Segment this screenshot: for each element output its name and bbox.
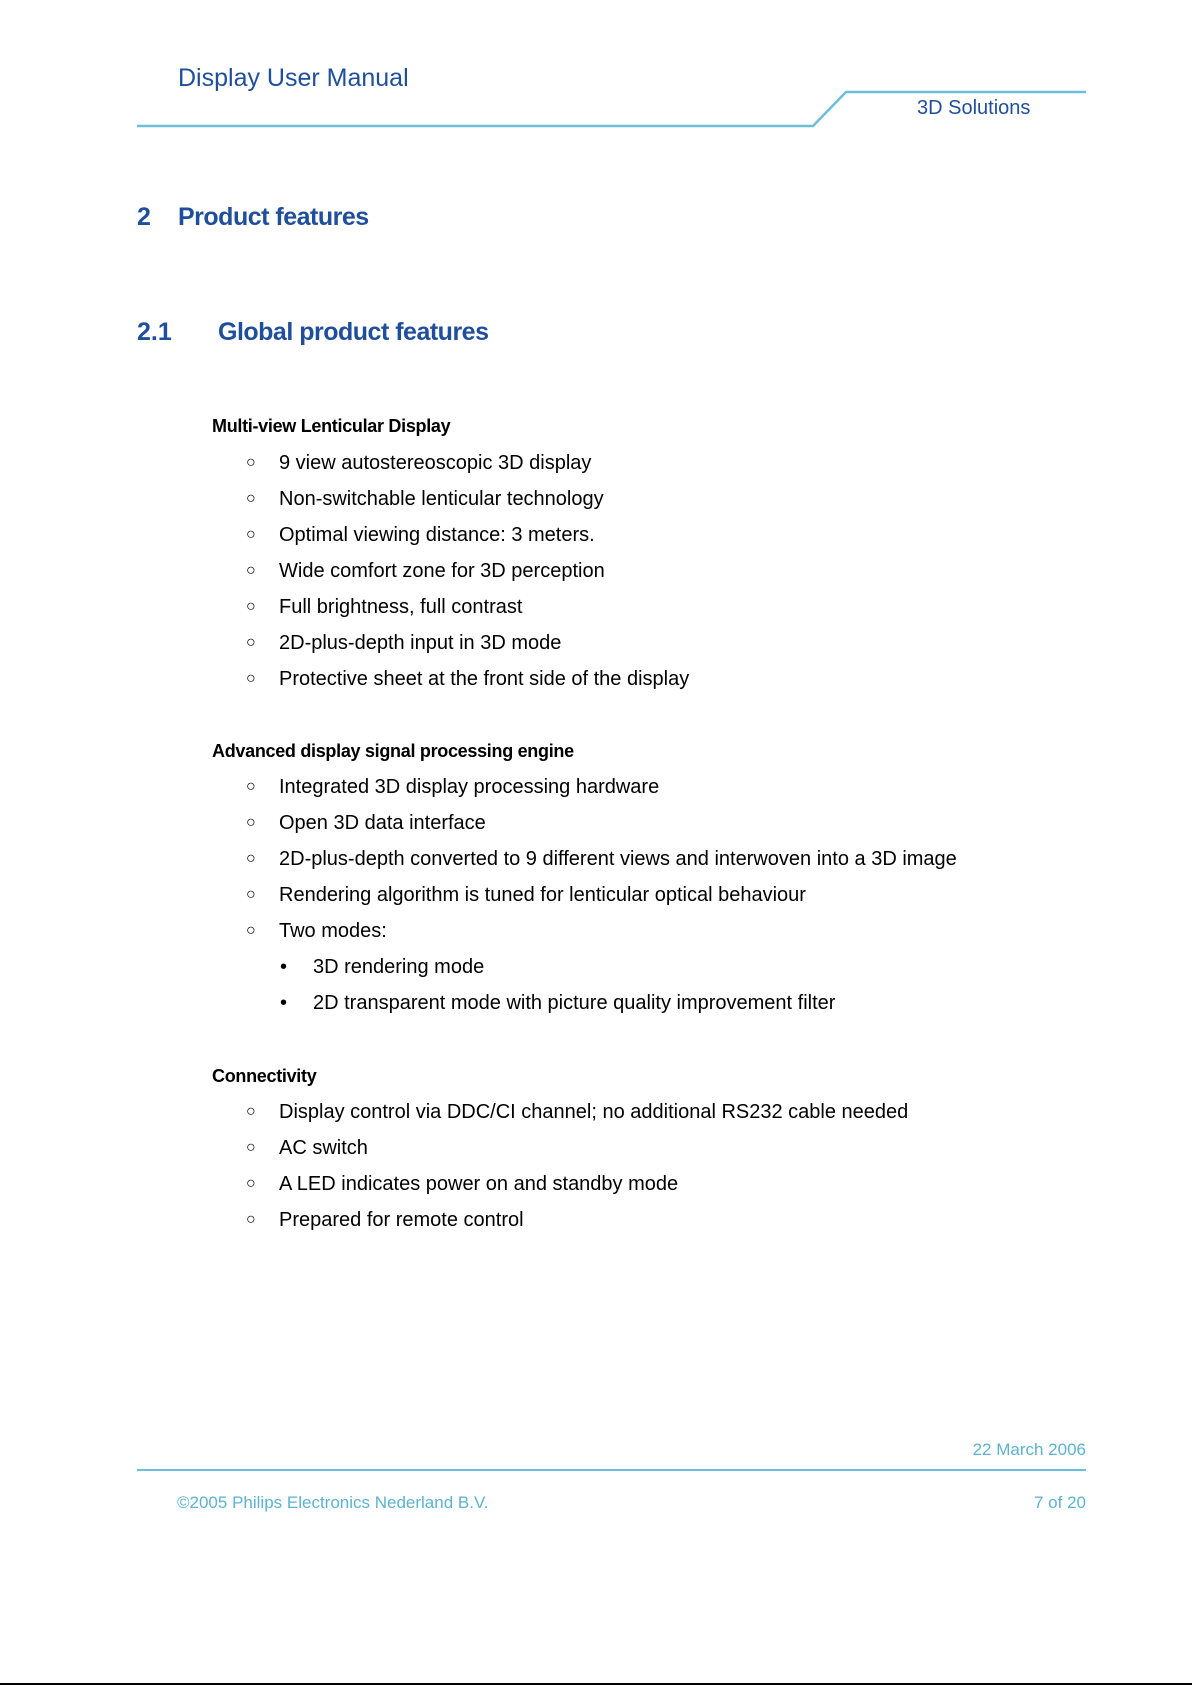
circle-bullet-icon: ○ [246, 454, 256, 471]
circle-bullet-icon: ○ [246, 490, 256, 507]
circle-bullet-icon: ○ [246, 778, 256, 795]
header-subtitle: 3D Solutions [917, 97, 1031, 119]
bullet-icon: • [280, 992, 288, 1014]
section-title: Global product features [218, 318, 489, 346]
footer-divider [137, 1469, 1086, 1471]
group-heading-connectivity: Connectivity [212, 1066, 317, 1086]
group-heading-multiview: Multi-view Lenticular Display [212, 416, 451, 436]
header-title: Display User Manual [178, 64, 409, 92]
circle-bullet-icon: ○ [246, 886, 256, 903]
footer-copyright: ©2005 Philips Electronics Nederland B.V. [177, 1493, 489, 1512]
chapter-number: 2 [137, 203, 151, 231]
section-number: 2.1 [137, 318, 172, 346]
bullet-icon: • [280, 956, 288, 978]
group-heading-processing: Advanced display signal processing engine [212, 741, 574, 761]
circle-bullet-icon: ○ [246, 526, 256, 543]
circle-bullet-icon: ○ [246, 850, 256, 867]
circle-bullet-icon: ○ [246, 1103, 256, 1120]
circle-bullet-icon: ○ [246, 670, 256, 687]
page-number: 7 of 20 [1034, 1493, 1086, 1512]
circle-bullet-icon: ○ [246, 562, 256, 579]
circle-bullet-icon: ○ [246, 598, 256, 615]
circle-bullet-icon: ○ [246, 634, 256, 651]
circle-bullet-icon: ○ [246, 814, 256, 831]
footer-date: 22 March 2006 [972, 1440, 1086, 1459]
circle-bullet-icon: ○ [246, 922, 256, 939]
circle-bullet-icon: ○ [246, 1139, 256, 1156]
circle-bullet-icon: ○ [246, 1211, 256, 1228]
circle-bullet-icon: ○ [246, 1175, 256, 1192]
chapter-title: Product features [178, 203, 369, 231]
